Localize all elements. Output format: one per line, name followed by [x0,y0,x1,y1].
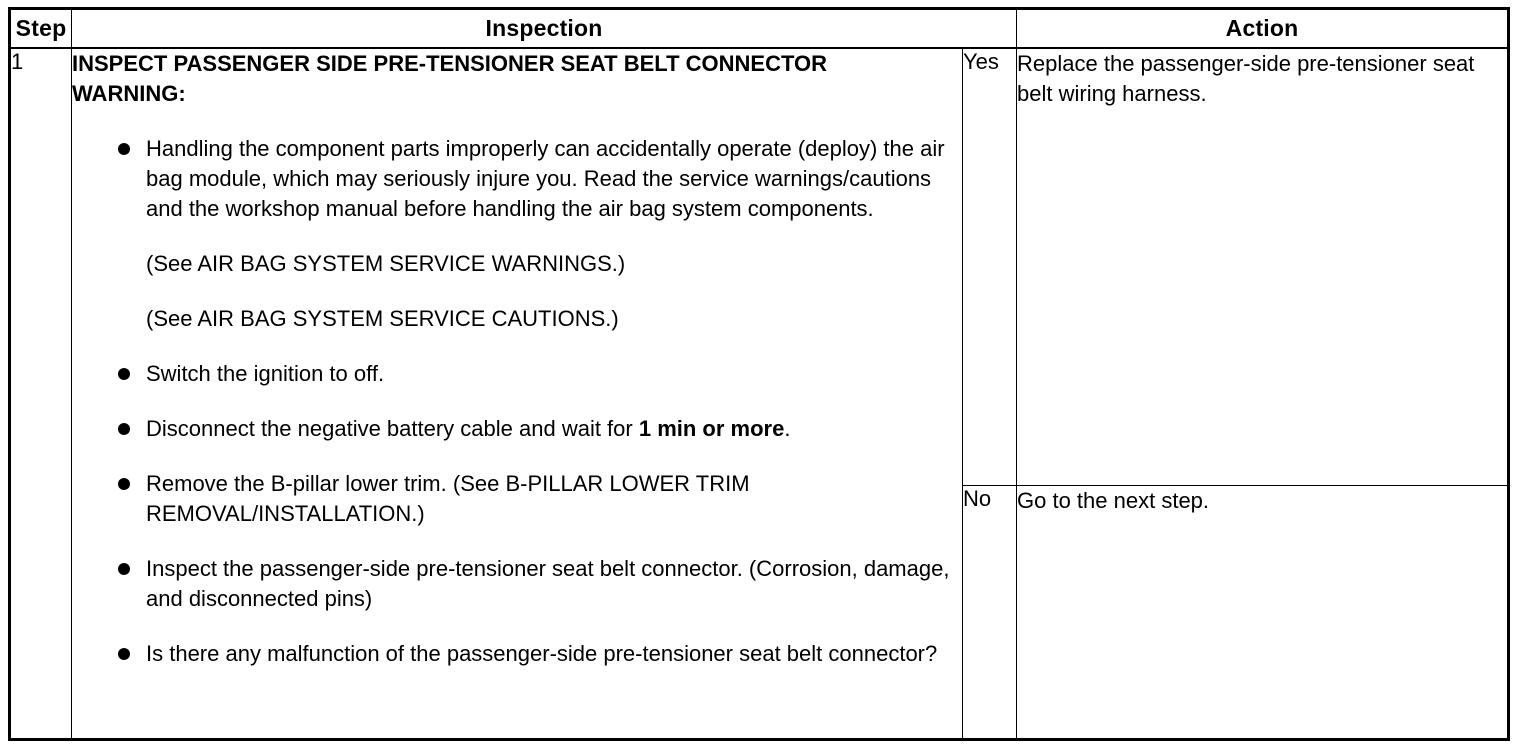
header-inspection: Inspection [72,9,1017,49]
inspection-table [8,7,1510,741]
see-cautions-reference: (See AIR BAG SYSTEM SERVICE CAUTIONS.) [146,306,619,331]
list-item [114,134,962,334]
bullet-text: Is there any malfunction of the passenger-side pre-tensioner seat belt connector? [146,641,938,666]
bullet-text-post: . [784,416,791,441]
wait-duration: 1 min or more [638,416,785,441]
inspection-bullets [72,134,962,669]
bullet-icon [118,368,130,380]
heading-title: INSPECT PASSENGER SIDE PRE-TENSIONER SEAT BELT CONNECTOR [72,51,828,76]
action-no: Go to the next step. [1017,485,1509,740]
list-item [114,359,962,389]
bullet-icon [118,648,130,660]
inspection-cell [72,48,963,740]
see-warnings-reference: (See AIR BAG SYSTEM SERVICE WARNINGS.) [146,251,626,276]
bullet-text-pre: Disconnect the negative battery cable and wait for [146,416,639,441]
header-step: Step [10,9,72,49]
action-yes: Replace the passenger-side pre-tensioner seat belt wiring harness. [1017,48,1509,485]
header-row [10,9,1509,49]
result-no: No [963,485,1017,740]
bullet-icon [118,478,130,490]
inspection-heading [72,49,962,109]
result-yes: Yes [963,48,1017,485]
bullet-icon [118,143,130,155]
bullet-icon [118,423,130,435]
bullet-text: Remove the B-pillar lower trim. (See B-PILLAR LOWER TRIM REMOVAL/INSTALLATION.) [146,471,750,526]
list-item [114,469,962,529]
bullet-text [146,414,962,444]
bullet-text: Handling the component parts improperly can accidentally operate (deploy) the air bag module, which may seriously injure you. Read the service warnings/cautions and the workshop manual before handling the air bag system components. [146,136,945,221]
warning-label: WARNING: [72,81,186,106]
bullet-text: Inspect the passenger-side pre-tensioner seat belt connector. (Corrosion, damage, and disconnected pins) [146,556,950,611]
step-number: 1 [10,48,72,740]
table-row [10,48,1509,485]
list-item [114,414,962,444]
list-item [114,554,962,614]
header-action: Action [1017,9,1509,49]
bullet-text: Switch the ignition to off. [146,361,385,386]
bullet-icon [118,563,130,575]
list-item [114,639,962,669]
